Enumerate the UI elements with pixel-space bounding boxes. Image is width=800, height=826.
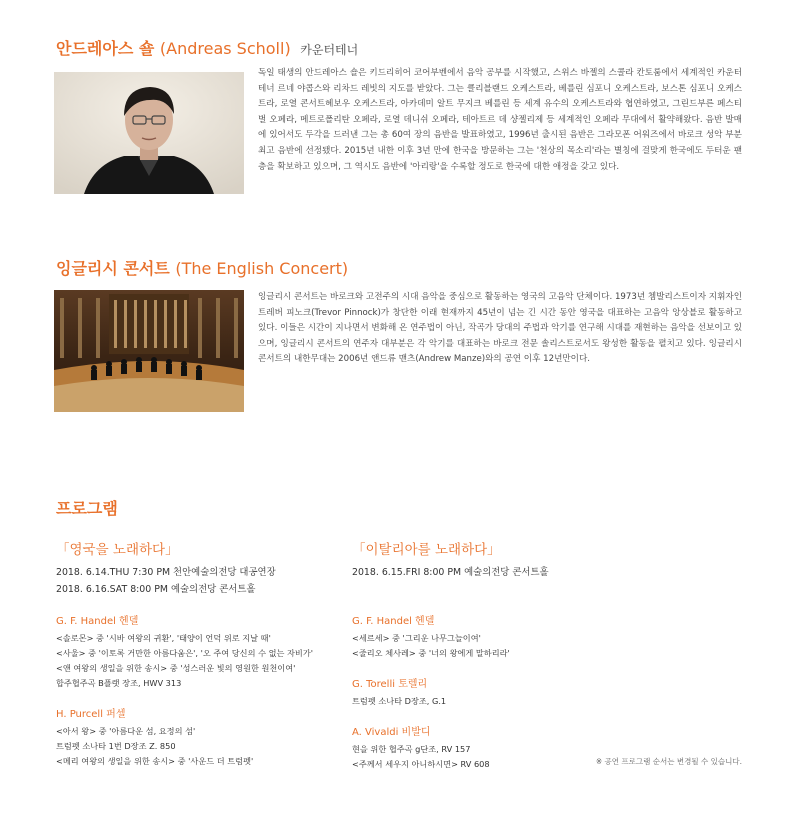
artist1-name-en: (Andreas Scholl) — [159, 39, 291, 58]
composer-name: G. F. Handel 헨델 — [56, 616, 139, 627]
artist1-title — [56, 36, 358, 59]
artist1-role: 카운터테너 — [300, 43, 359, 57]
work-item: 트럼펫 소나타 D장조, G.1 — [352, 696, 447, 706]
program-heading: 프로그램 — [56, 499, 118, 518]
work-item: <솔로몬> 중 '시바 여왕의 귀환', '태양이 언덕 위로 지날 때' — [56, 633, 271, 643]
work-item: <줄리오 체사레> 중 '너의 왕에게 말하리라' — [352, 648, 510, 658]
composer-name: H. Purcell 퍼셀 — [56, 709, 126, 720]
work-item: 합주협주곡 B플랫 장조, HWV 313 — [56, 678, 182, 688]
work-item: 현을 위한 협주곡 g단조, RV 157 — [352, 744, 471, 754]
work-item: 트럼펫 소나타 1번 D장조 Z. 850 — [56, 741, 176, 751]
composer-name: A. Vivaldi 비발디 — [352, 727, 431, 738]
work-item: <주께서 세우지 아니하시면> RV 608 — [352, 759, 490, 769]
work-item: <메리 여왕의 생일을 위한 송시> 중 '사운드 더 트럼펫' — [56, 756, 254, 766]
program-right-column — [352, 538, 652, 772]
work-item: <사울> 중 '이토록 거만한 아름다움은', '오 주여 당신의 수 없는 자비가' — [56, 648, 313, 658]
program-change-note: ※ 공연 프로그램 순서는 변경될 수 있습니다. — [595, 757, 742, 766]
composer-name: G. F. Handel 헨델 — [352, 616, 435, 627]
artist1-portrait — [54, 72, 244, 194]
artist1-bio: 독일 태생의 안드레아스 숄은 키드리히어 코어부벤에서 음악 공부를 시작했고, 스위스 바젤의 스콜라 칸토룸에서 세계적인 카운터테너 르네 야콥스와 리차드 레빗의 지도를 받았다. 그는 클리블랜드 오케스트라, 베를린 심포니 오케스트라, 보스톤 심포니 오케스트라, 로열 콘서트헤보우 오케스트라, 아카데미 알트 무지크 베를린 등 세계 유수의 오케스트라와 협연하였고, 그린드부른 페스티벌 오페라, 메트로폴리탄 오페라, 로열 데니쉬 오페라, 테아트르 데 샹젤리제 등 세계적인 오페라 무대에서 활약해왔다. 음반 발매에 있어서도 두각을 드러낸 그는 총 60여 장의 음반을 발표하였고, 1996년 출시된 음반은 그라모폰 어워즈에서 바로크 성악 부분 최고 음반에 선정됐다. 2015년 내한 이후 3년 만에 한국을 방문하는 그는 '천상의 목소리'라는 별칭에 걸맞게 한국에도 두터운 팬층을 확보하고 있으며, 그 역시도 음반에 '아리랑'을 수록할 정도로 한국에 대한 애정을 갖고 있다. — [258, 68, 742, 172]
program-left-column — [56, 538, 356, 769]
artist2-name-en: (The English Concert) — [175, 259, 349, 278]
work-item: <세르세> 중 '그리운 나무그늘이여' — [352, 633, 481, 643]
artist2-name-ko: 잉글리시 콘서트 — [56, 259, 170, 278]
concert-date: 2018. 6.14.THU 7:30 PM 천안예술의전당 대공연장 — [56, 567, 276, 578]
concert-date: 2018. 6.16.SAT 8:00 PM 예술의전당 콘서트홀 — [56, 584, 256, 595]
composer-name: G. Torelli 토렐리 — [352, 679, 428, 690]
artist1-name-ko: 안드레아스 숄 — [56, 39, 155, 58]
concert-date: 2018. 6.15.FRI 8:00 PM 예술의전당 콘서트홀 — [352, 567, 549, 578]
artist2-bio: 잉글리시 콘서트는 바로크와 고전주의 시대 음악을 중심으로 활동하는 영국의 고음악 단체이다. 1973년 쳄발리스트이자 지휘자인 트레버 피노크(Trevor Pinnock)가 창단한 이래 현재까지 45년이 넘는 긴 시간 동안 영국을 대표하는 고음악 앙상블로 활동하고 있다. 이들은 시간이 지나면서 변화해 온 연주법이 아닌, 작곡가 당대의 주법과 악기를 연구해 시대를 재현하는 음악을 선보이고 있으며, 잉글리시 콘서트의 연주자 대부분은 각 악기를 대표하는 바로크 전문 솔리스트로서도 왕성한 활동을 펼치고 있다. 잉글리시 콘서트의 내한무대는 2006년 앤드류 맨츠(Andrew Manze)와의 공연 이후 12년만이다. — [258, 292, 742, 365]
artist2-title — [56, 256, 348, 279]
artist2-ensemble-photo — [54, 290, 244, 412]
concert-title-right: 「이탈리아를 노래하다」 — [352, 542, 501, 558]
work-item: <아서 왕> 중 '아름다운 섬, 요정의 섬' — [56, 726, 196, 736]
concert-title-left: 「영국을 노래하다」 — [56, 542, 179, 558]
work-item: <앤 여왕의 생일을 위한 송시> 중 '성스러운 빛의 영원한 원천이여' — [56, 663, 296, 673]
